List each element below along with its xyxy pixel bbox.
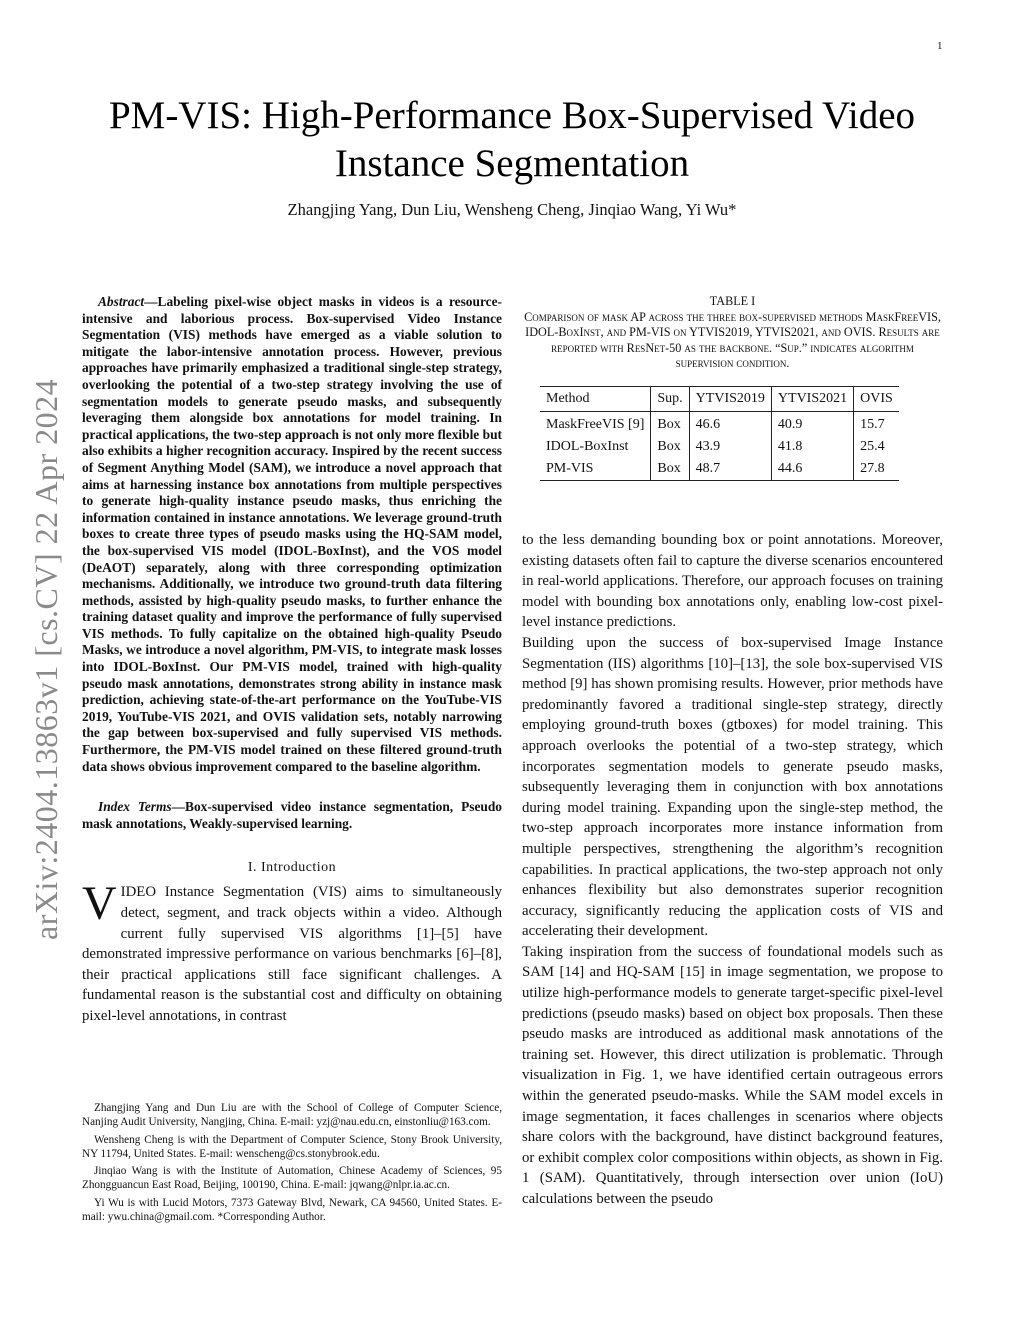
header-sup: Sup. — [651, 386, 689, 411]
cell-ytvis2019: 43.9 — [689, 436, 771, 458]
intro-paragraph-3: Taking inspiration from the success of foundational models such as SAM [14] and HQ-SAM [15] in image segmentation, we propose to utilize high-performance models to generate target-specific pixel-level predictions (pseudo masks) based on object box proposals. Then these pseudo masks are introduced as additional mask annotations of the training set. However, this direct utilization is problematic. Through visualization in Fig. 1, we have identified certain outrageous errors within the generated pseudo-masks. While the SAM model excels in image segmentation, it faces challenges in scenarios where objects share colors with the background, have distinct background features, or exhibit complex color compositions within objects, as shown in Fig. 1 (SAM). Quantitatively, through intersection over union (IoU) calculations between the pseudo — [522, 943, 943, 1207]
right-column-text — [522, 530, 943, 1210]
table-caption — [522, 310, 943, 372]
intro-paragraph-1 — [82, 877, 502, 1026]
footnote-4: Yi Wu is with Lucid Motors, 7373 Gateway Blvd, Newark, CA 94560, United States. E-mail: ywu.china@gmail.com. *Corresponding Author. — [82, 1196, 502, 1224]
table-row — [540, 458, 899, 481]
cell-sup: Box — [651, 436, 689, 458]
table-row — [540, 436, 899, 458]
footnote-1: Zhangjing Yang and Dun Liu are with the School of College of Computer Science, Nanjing Audit University, Nangjing, China. E-mail: yzj@nau.edu.cn, einstonliu@163.com. — [82, 1102, 502, 1129]
index-terms — [82, 799, 502, 832]
abstract-lead: Abstract — [98, 294, 145, 309]
index-terms-lead: Index Terms — [98, 799, 172, 815]
header-method: Method — [540, 386, 651, 411]
footnote-3: Jinqiao Wang is with the Institute of Automation, Chinese Academy of Sciences, 95 Zhongguancun East Road, Beijing, 100190, China. E-mail: jqwang@nlpr.ia.ac.cn. — [82, 1165, 502, 1192]
drop-cap: V — [82, 877, 117, 931]
intro-paragraph-2: Building upon the success of box-supervised Image Instance Segmentation (IIS) algorithms [10]–[13], the sole box-supervised VIS method [9] has shown promising results. However, prior methods have predominantly favored a traditional single-step strategy, directly employing ground-truth boxes (gtboxes) for model training. This approach overlooks the potential of a two-step strategy, which incorporates segmentation models to generate pseudo masks, subsequently leveraging them in conjunction with box annotations during model training. Expanding upon the single-step method, the two-step approach incorporates more instance information from multiple perspectives, strengthening the algorithm’s recognition capabilities. In practical applications, the two-step approach not only enhances flexibility but also demonstrates superior recognition accuracy, significantly reducing the application costs of VIS and accelerating their development. — [522, 634, 943, 940]
arxiv-stamp[interactable]: arXiv:2404.13863v1 [cs.CV] 22 Apr 2024 — [28, 378, 64, 940]
header-ytvis2019: YTVIS2019 — [689, 386, 771, 411]
cell-ytvis2019: 48.7 — [689, 458, 771, 481]
author-list: Zhangjing Yang, Dun Liu, Wensheng Cheng, Jinqiao Wang, Yi Wu* — [287, 200, 737, 219]
title-line-2: Instance Segmentation — [334, 142, 690, 185]
section-heading-introduction: I. Introduction — [247, 860, 337, 876]
results-table — [540, 386, 899, 481]
cell-method: PM-VIS — [540, 458, 651, 481]
table-block — [522, 294, 943, 481]
table-caption-text: Comparison of mask AP across the three box-supervised methods MaskFreeVIS, IDOL-BoxInst, and PM-VIS on YTVIS2019, YTVIS2021, and OVIS. Results are reported with ResNet-50 as the backbone. “Sup.” indicates algorithm supervision condition. — [524, 309, 941, 371]
intro-paragraph-continued: to the less demanding bounding box or point annotations. Moreover, existing datasets often fail to capture the diverse scenarios encountered in real-world applications. Therefore, our approach focuses on training model with bounding box annotations only, enabling low-cost pixel-level instance predictions. — [522, 532, 943, 631]
intro-paragraph-1-text: IDEO Instance Segmentation (VIS) aims to simultaneously detect, segment, and track objects within a video. Although current fully supervised VIS algorithms [1]–[5] have demonstrated impressive performance on various benchmarks [6]–[8], their practical applications still face significant challenges. A fundamental reason is the substantial cost and difficulty on obtaining pixel-level annotations, in contrast — [82, 884, 502, 1024]
header-ovis: OVIS — [854, 386, 899, 411]
table-header-row — [540, 386, 899, 411]
abstract-text: —Labeling pixel-wise object masks in videos is a resource-intensive and laborious process. Box-supervised Video Instance Segmentation (VIS) methods have emerged as a viable solution to mitigate the labor-intensive annotation process. However, previous approaches have primarily emphasized a traditional single-step strategy, overlooking the potential of a two-step strategy involving the use of segmentation models to generate pseudo masks, and subsequently leveraging them alongside box annotations for model training. In practical applications, the two-step approach is not only more flexible but also exhibits a higher recognition accuracy. Inspired by the recent success of Segment Anything Model (SAM), we introduce a novel approach that aims at harnessing instance box annotations from multiple perspectives to generate high-quality instance pseudo masks, thus enriching the information contained in instance annotations. We leverage ground-truth boxes to create three types of pseudo masks using the HQ-SAM model, the box-supervised VIS model (IDOL-BoxInst), and the VOS model (DeAOT) separately, along with three corresponding optimization mechanisms. Additionally, we introduce two ground-truth data filtering methods, assisted by high-quality pseudo masks, to further enhance the training dataset quality and improve the performance of fully supervised VIS methods. To fully capitalize on the obtained high-quality Pseudo Masks, we introduce a novel algorithm, PM-VIS, to integrate mask losses into IDOL-BoxInst. Our PM-VIS model, trained with high-quality pseudo mask annotations, demonstrates strong ability in instance mask prediction, achieving state-of-the-art performance on the YouTube-VIS 2019, YouTube-VIS 2021, and OVIS validation sets, notably narrowing the gap between box-supervised and fully supervised VIS methods. Furthermore, the PM-VIS model trained on these filtered ground-truth data shows obvious improvement compared to the baseline algorithm. — [82, 294, 502, 774]
footnotes — [82, 1101, 502, 1227]
page-number: 1 — [937, 40, 943, 52]
table-row — [540, 411, 899, 436]
cell-ytvis2021: 44.6 — [771, 458, 853, 481]
cell-ovis: 25.4 — [854, 436, 899, 458]
cell-ytvis2021: 41.8 — [771, 436, 853, 458]
cell-ytvis2019: 46.6 — [689, 411, 771, 436]
cell-sup: Box — [651, 458, 689, 481]
abstract — [82, 294, 502, 775]
cell-sup: Box — [651, 411, 689, 436]
cell-method: IDOL-BoxInst — [546, 438, 629, 454]
paper-title — [60, 92, 964, 188]
cell-method: MaskFreeVIS [9] — [546, 416, 645, 432]
footnote-2: Wensheng Cheng is with the Department of Computer Science, Stony Brook University, NY 11794, United States. E-mail: wenscheng@cs.stonybrook.edu. — [82, 1133, 502, 1160]
cell-ovis: 15.7 — [854, 411, 899, 436]
index-terms-text: —Box-supervised video instance segmentation, Pseudo mask annotations, Weakly-supervised learning. — [82, 799, 502, 831]
left-column — [82, 294, 502, 1027]
table-label: TABLE I — [709, 294, 756, 308]
header-ytvis2021: YTVIS2021 — [771, 386, 853, 411]
title-line-1: PM-VIS: High-Performance Box-Supervised Video — [108, 94, 916, 137]
cell-ytvis2021: 40.9 — [771, 411, 853, 436]
cell-ovis: 27.8 — [854, 458, 899, 481]
